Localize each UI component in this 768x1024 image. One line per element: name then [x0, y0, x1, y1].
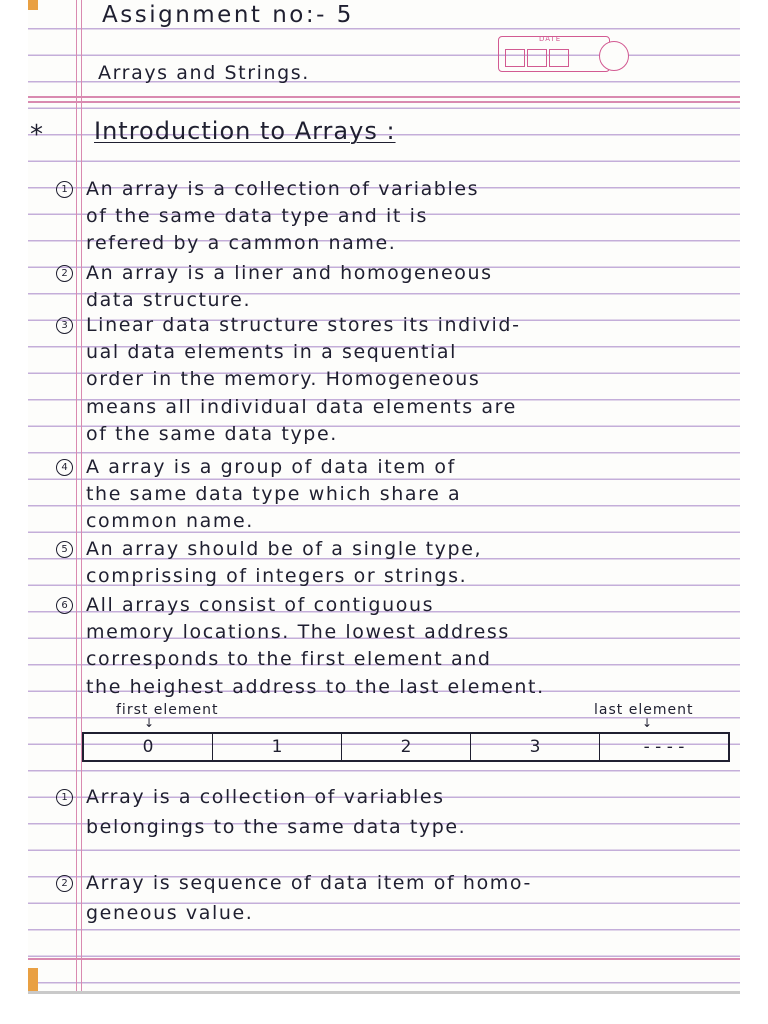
array-cell: 2: [342, 734, 471, 760]
point-number: 2: [56, 265, 73, 282]
point-line: the same data type which share a: [86, 483, 462, 506]
page-corner-tab: [28, 0, 38, 10]
array-cell: 3: [471, 734, 600, 760]
point-line: corresponds to the first element and: [86, 648, 492, 671]
point-line: refered by a cammon name.: [86, 232, 397, 255]
point-line: of the same data type.: [86, 422, 338, 445]
footer-rule: [28, 958, 740, 960]
date-box: [549, 49, 569, 67]
assignment-subtitle: Arrays and Strings.: [98, 62, 310, 84]
date-stamp-label: DATE: [539, 35, 562, 43]
point-line: means all individual data elements are: [86, 395, 517, 418]
date-stamp: [498, 36, 610, 72]
definition-number: 1: [56, 789, 73, 806]
date-stamp-circle: [599, 41, 629, 71]
date-box: [505, 49, 525, 67]
point-line: comprissing of integers or strings.: [86, 565, 468, 588]
point-number: 5: [56, 541, 73, 558]
definition-line: Array is a collection of variables: [86, 786, 445, 808]
definition-line: Array is sequence of data item of homo-: [86, 872, 532, 894]
star-bullet: *: [30, 120, 45, 150]
margin-line: [81, 0, 82, 994]
point-line: common name.: [86, 510, 254, 533]
notebook-page: [28, 0, 740, 994]
definition-line: belongings to the same data type.: [86, 816, 467, 838]
definition-number: 2: [56, 875, 73, 892]
page-bottom-edge: [28, 991, 740, 994]
point-line: memory locations. The lowest address: [86, 621, 510, 644]
point-number: 3: [56, 317, 73, 334]
point-line: ual data elements in a sequential: [86, 341, 458, 364]
array-diagram: [82, 732, 730, 762]
header-rule: [28, 101, 740, 103]
point-line: A array is a group of data item of: [86, 456, 456, 478]
section-heading: Introduction to Arrays :: [94, 117, 396, 145]
last-element-label: last element: [594, 702, 694, 718]
last-element-arrow-icon: ↓: [642, 716, 653, 730]
array-cell: 1: [213, 734, 342, 760]
first-element-arrow-icon: ↓: [144, 716, 155, 730]
point-line: An array is a collection of variables: [86, 178, 480, 200]
date-box: [527, 49, 547, 67]
array-cell: - - - -: [643, 737, 685, 757]
margin-line: [76, 0, 77, 994]
first-element-label: first element: [116, 702, 219, 718]
point-line: An array should be of a single type,: [86, 538, 483, 560]
point-number: 6: [56, 597, 73, 614]
definition-line: geneous value.: [86, 902, 254, 924]
header-rule: [28, 96, 740, 98]
point-line: All arrays consist of contiguous: [86, 594, 435, 616]
point-line: Linear data structure stores its individ-: [86, 314, 521, 336]
point-line: order in the memory. Homogeneous: [86, 368, 481, 391]
point-line: of the same data type and it is: [86, 205, 429, 228]
point-line: data structure.: [86, 289, 252, 312]
point-number: 1: [56, 181, 73, 198]
point-number: 4: [56, 459, 73, 476]
point-line: An array is a liner and homogeneous: [86, 262, 493, 284]
assignment-title: Assignment no:- 5: [102, 2, 354, 28]
array-cell: 0: [84, 734, 213, 760]
point-line: the heighest address to the last element.: [86, 675, 545, 698]
